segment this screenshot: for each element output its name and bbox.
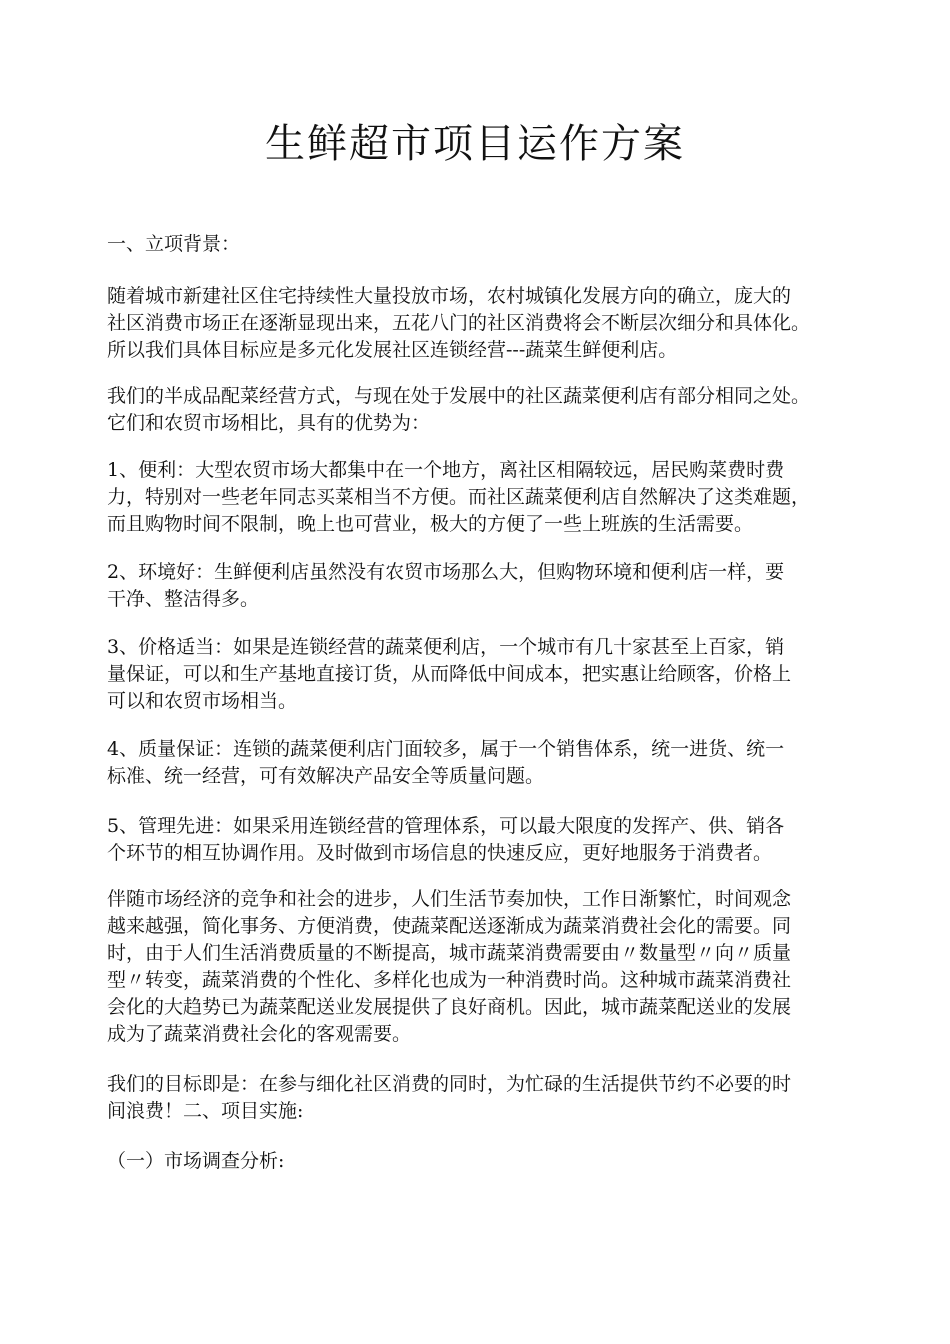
text-line: 3、价格适当：如果是连锁经营的蔬菜便利店，一个城市有几十家甚至上百家，销 bbox=[107, 636, 785, 658]
text-line: 越来越强，简化事务、方便消费，使蔬菜配送逐渐成为蔬菜消费社会化的需要。同 bbox=[107, 915, 792, 937]
text-line: 2、环境好：生鲜便利店虽然没有农贸市场那么大，但购物环境和便利店一样，要 bbox=[107, 561, 785, 583]
text-line: 成为了蔬菜消费社会化的客观需要。 bbox=[107, 1023, 412, 1045]
text-line: 会化的大趋势已为蔬菜配送业发展提供了良好商机。因此，城市蔬菜配送业的发展 bbox=[107, 996, 792, 1018]
paragraph-advantage-management bbox=[107, 813, 867, 867]
text-line: 个环节的相互协调作用。及时做到市场信息的快速反应，更好地服务于消费者。 bbox=[107, 842, 773, 864]
paragraph-advantage-quality bbox=[107, 736, 867, 790]
text-line: 5、管理先进：如果采用连锁经营的管理体系，可以最大限度的发挥产、供、销各 bbox=[107, 815, 785, 837]
text-line: 一、立项背景： bbox=[107, 233, 241, 255]
text-line: 型〃转变，蔬菜消费的个性化、多样化也成为一种消费时尚。这种城市蔬菜消费社 bbox=[107, 969, 792, 991]
text-line: （一）市场调查分析: bbox=[107, 1150, 285, 1172]
text-line: 社区消费市场正在逐渐显现出来，五花八门的社区消费将会不断层次细分和具体化。 bbox=[107, 312, 811, 334]
paragraph-goal bbox=[107, 1071, 867, 1125]
text-line: 标准、统一经营，可有效解决产品安全等质量问题。 bbox=[107, 765, 545, 787]
text-line: 力，特别对一些老年同志买菜相当不方便。而社区蔬菜便利店自然解决了这类难题， bbox=[107, 486, 811, 508]
paragraph-background-intro bbox=[107, 283, 867, 364]
text-line: 间浪费！二、项目实施: bbox=[107, 1100, 304, 1122]
text-line: 4、质量保证：连锁的蔬菜便利店门面较多，属于一个销售体系，统一进货、统一 bbox=[107, 738, 785, 760]
section-heading-market-research bbox=[107, 1148, 867, 1175]
paragraph-market-trend bbox=[107, 886, 867, 1048]
text-line: 而且购物时间不限制，晚上也可营业，极大的方便了一些上班族的生活需要。 bbox=[107, 513, 754, 535]
text-line: 时，由于人们生活消费质量的不断提高，城市蔬菜消费需要由〃数量型〃向〃质量 bbox=[107, 942, 792, 964]
document-title: 生鲜超市项目运作方案 bbox=[265, 121, 685, 167]
paragraph-advantage-convenience bbox=[107, 457, 867, 538]
text-line: 它们和农贸市场相比，具有的优势为： bbox=[107, 412, 431, 434]
text-line: 干净、整洁得多。 bbox=[107, 588, 260, 610]
text-line: 所以我们具体目标应是多元化发展社区连锁经营---蔬菜生鲜便利店。 bbox=[107, 339, 678, 361]
text-line: 1、便利：大型农贸市场大都集中在一个地方，离社区相隔较远，居民购菜费时费 bbox=[107, 459, 785, 481]
paragraph-advantages-intro bbox=[107, 383, 867, 437]
text-line: 我们的半成品配菜经营方式，与现在处于发展中的社区蔬菜便利店有部分相同之处。 bbox=[107, 385, 811, 407]
paragraph-advantage-environment bbox=[107, 559, 867, 613]
text-line: 可以和农贸市场相当。 bbox=[107, 690, 298, 712]
text-line: 伴随市场经济的竞争和社会的进步，人们生活节奏加快，工作日渐繁忙，时间观念 bbox=[107, 888, 792, 910]
text-line: 随着城市新建社区住宅持续性大量投放市场，农村城镇化发展方向的确立，庞大的 bbox=[107, 285, 792, 307]
section-heading-background bbox=[107, 231, 867, 258]
text-line: 我们的目标即是：在参与细化社区消费的同时，为忙碌的生活提供节约不必要的时 bbox=[107, 1073, 792, 1095]
paragraph-advantage-price bbox=[107, 634, 867, 715]
text-line: 量保证，可以和生产基地直接订货，从而降低中间成本，把实惠让给顾客，价格上 bbox=[107, 663, 792, 685]
